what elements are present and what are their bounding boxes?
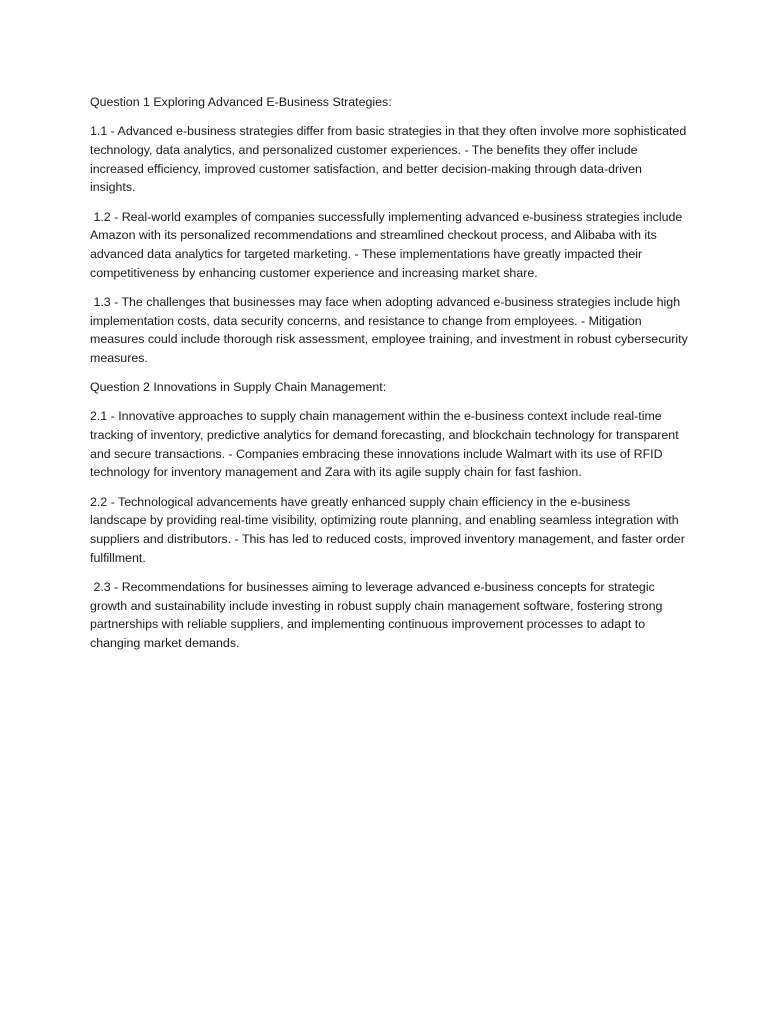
answer-1-2: 1.2 - Real-world examples of companies successfully implementing advanced e-business strategies include Amazon with its personalized recommendations and streamlined checkout process, and Alibaba with its advanced data analytics for targeted marketing. - These implementations have greatly impacted their competitiveness by enhancing customer experience and increasing market share. [90, 209, 686, 280]
answer-2-2: 2.2 - Technological advancements have greatly enhanced supply chain efficiency in the e-business landscape by providing real-time visibility, optimizing route planning, and enabling seamless integration with suppliers and distributors. - This has led to reduced costs, improved inventory management, and faster order fulfillment. [90, 494, 689, 565]
answer-1-3: 1.3 - The challenges that businesses may face when adopting advanced e-business strategies include high implementation costs, data security concerns, and resistance to change from employees. - Mitigation measures could include thorough risk assessment, employee training, and investment in robust cybersecurity measures. [90, 294, 692, 365]
question-1-heading: Question 1 Exploring Advanced E-Business Strategies: [90, 95, 392, 109]
document-body [90, 93, 692, 663]
answer-1-1: 1.1 - Advanced e-business strategies differ from basic strategies in that they often involve more sophisticated technology, data analytics, and personalized customer experiences. - The benefits they offer include increased efficiency, improved customer satisfaction, and better decision-making through data-driven insights. [90, 124, 690, 195]
answer-2-1: 2.1 - Innovative approaches to supply chain management within the e-business context include real-time tracking of inventory, predictive analytics for demand forecasting, and blockchain technology for transparent and secure transactions. - Companies embracing these innovations include Walmart with its use of RFID technology for inventory management and Zara with its agile supply chain for fast fashion. [90, 409, 683, 480]
question-2-heading: Question 2 Innovations in Supply Chain Management: [90, 380, 387, 395]
answer-2-3: 2.3 - Recommendations for businesses aiming to leverage advanced e-business concepts for strategic growth and sustainability include investing in robust supply chain management software, fostering strong partnerships with reliable suppliers, and implementing continuous improvement processes to adapt to changing market demands. [90, 579, 666, 651]
